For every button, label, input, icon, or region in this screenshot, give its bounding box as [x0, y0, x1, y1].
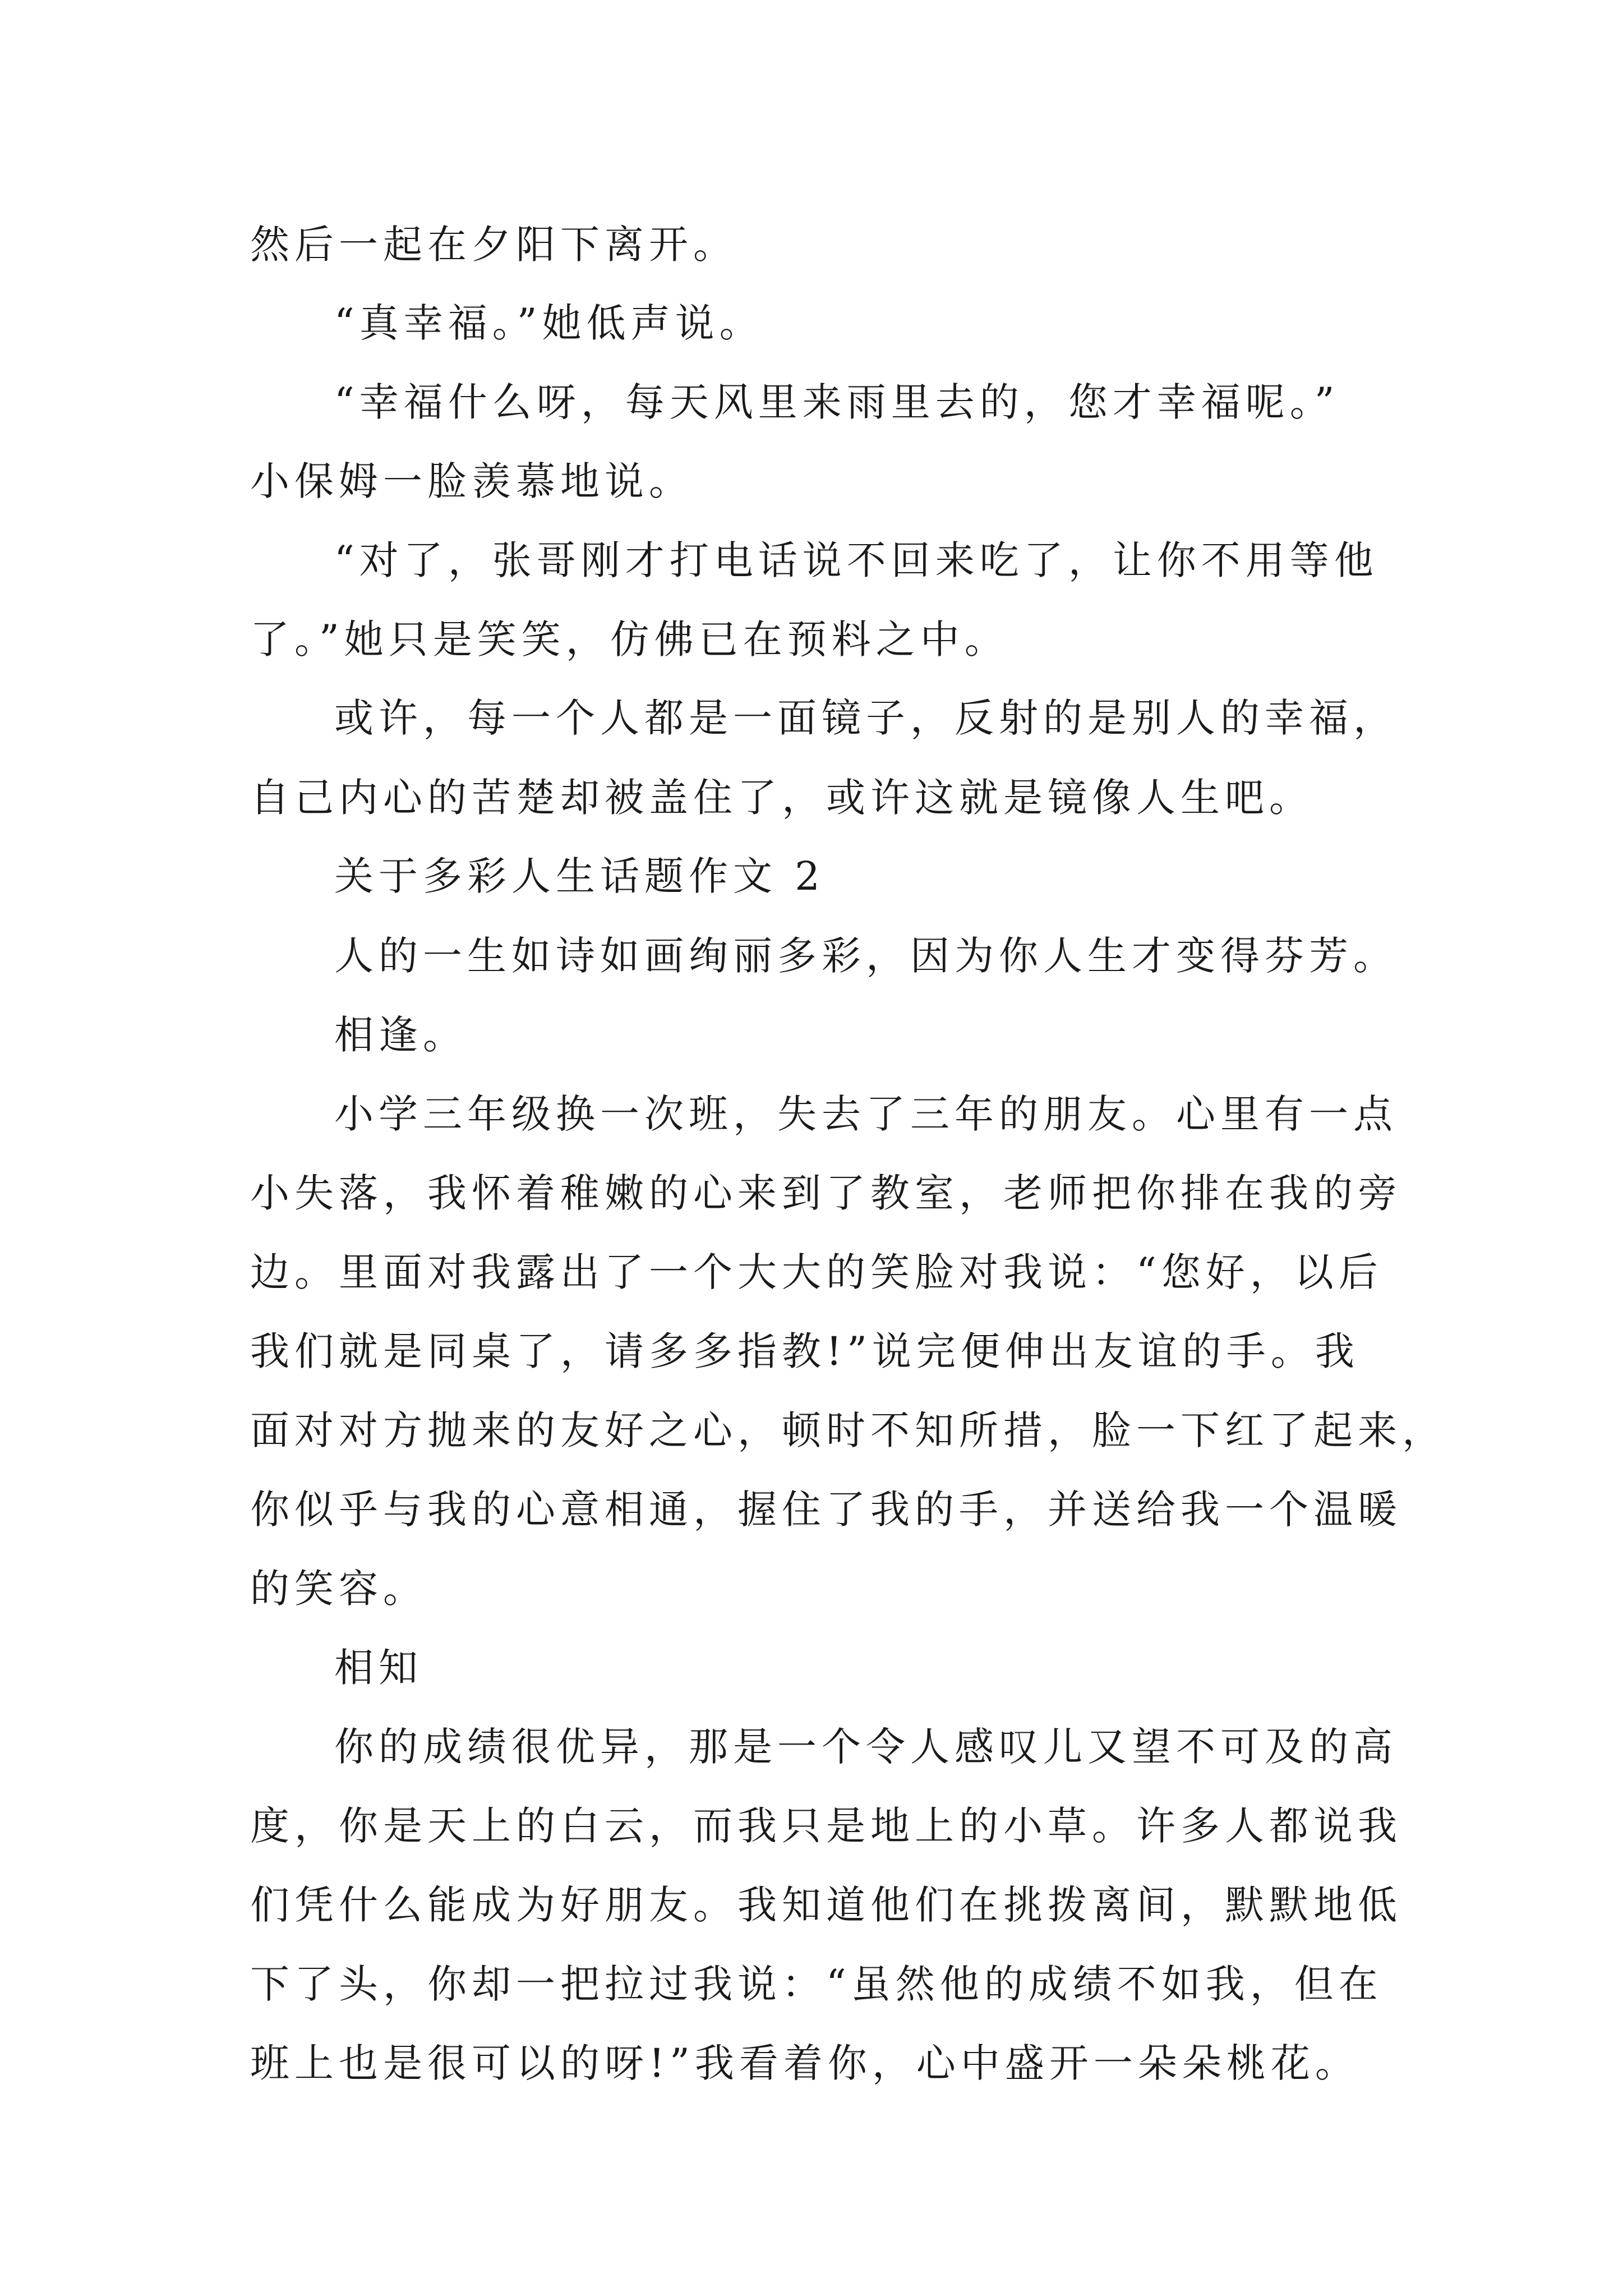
text-line: “真幸福。”她低声说。	[334, 300, 764, 346]
text-line: 的笑容。	[250, 1566, 427, 1612]
text-line: 面对对方抛来的友好之心，顿时不知所措，脸一下红了起来，	[250, 1407, 1446, 1453]
text-line: 度，你是天上的白云，而我只是地上的小草。许多人都说我	[250, 1803, 1402, 1849]
text-line: 们凭什么能成为好朋友。我知道他们在挑拨离间，默默地低	[250, 1882, 1402, 1928]
text-line: “对了，张哥刚才打电话说不回来吃了，让你不用等他	[334, 537, 1378, 583]
subheading: 相知	[334, 1645, 423, 1691]
text-line: 然后一起在夕阳下离开。	[250, 222, 737, 268]
text-line: 或许，每一个人都是一面镜子，反射的是别人的幸福，	[334, 695, 1398, 741]
text-line: 小学三年级换一次班，失去了三年的朋友。心里有一点	[334, 1091, 1398, 1137]
text-line: 边。里面对我露出了一个大大的笑脸对我说：“您好，以后	[250, 1249, 1383, 1295]
text-line: 小失落，我怀着稚嫩的心来到了教室，老师把你排在我的旁	[250, 1170, 1402, 1216]
text-line: 你的成绩很优异，那是一个令人感叹儿又望不可及的高	[334, 1724, 1398, 1770]
text-line: 下了头，你却一把拉过我说：“虽然他的成绩不如我，但在	[250, 1961, 1383, 2007]
subheading: 相逢。	[334, 1012, 467, 1058]
text-line: 班上也是很可以的呀!”我看着你，心中盛开一朵朵桃花。	[250, 2040, 1359, 2086]
text-line: 人的一生如诗如画绚丽多彩，因为你人生才变得芬芳。	[334, 933, 1398, 979]
section-heading: 关于多彩人生话题作文 2	[334, 853, 825, 899]
text-line: “幸福什么呀，每天风里来雨里去的，您才幸福呢。”	[334, 379, 1340, 425]
text-line: 小保姆一脸羡慕地说。	[250, 458, 693, 504]
text-line: 我们就是同桌了，请多多指教!”说完便伸出友谊的手。我	[250, 1328, 1359, 1374]
text-line: 自己内心的苦楚却被盖住了，或许这就是镜像人生吧。	[250, 775, 1313, 821]
text-line: 你似乎与我的心意相通，握住了我的手，并送给我一个温暖	[250, 1487, 1402, 1533]
text-line: 了。”她只是笑笑，仿佛已在预料之中。	[250, 616, 1009, 662]
